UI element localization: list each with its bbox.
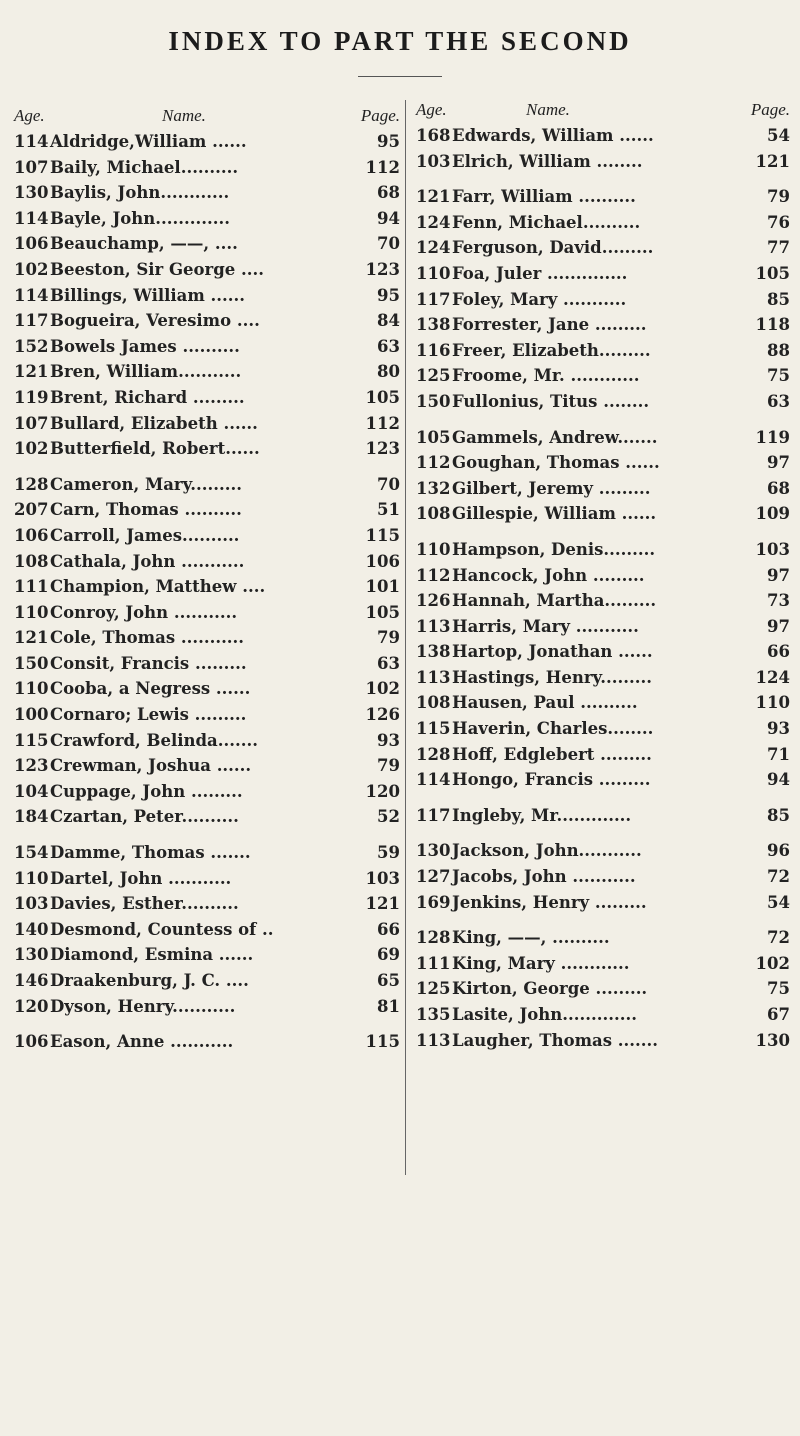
entry-page: 123 xyxy=(365,439,400,459)
entry-page: 94 xyxy=(377,208,400,228)
index-entry xyxy=(414,213,794,239)
index-entry xyxy=(12,997,404,1023)
entry-age: 106 xyxy=(14,525,49,545)
entry-name: Ingleby, Mr............. xyxy=(452,805,632,825)
index-entry xyxy=(12,311,404,337)
index-entry xyxy=(414,392,794,418)
entry-page: 79 xyxy=(377,628,400,648)
entry-age: 124 xyxy=(416,238,451,258)
index-entry xyxy=(12,362,404,388)
entry-name: Forrester, Jane ......... xyxy=(452,315,647,335)
entry-age: 110 xyxy=(416,539,451,559)
entry-age: 110 xyxy=(14,602,49,622)
entry-name: Damme, Thomas ....... xyxy=(50,843,251,863)
entry-page: 126 xyxy=(365,705,400,725)
entry-name: Harris, Mary ........... xyxy=(452,616,639,636)
entry-page: 52 xyxy=(377,807,400,827)
entry-page: 85 xyxy=(767,289,790,309)
entry-name: Diamond, Esmina ...... xyxy=(50,945,254,965)
entry-page: 97 xyxy=(767,453,790,473)
entry-name: Carn, Thomas .......... xyxy=(50,500,242,520)
entry-name: Hannah, Martha......... xyxy=(452,591,657,611)
entry-age: 117 xyxy=(14,311,49,331)
entry-age: 102 xyxy=(14,259,49,279)
entry-age: 128 xyxy=(416,744,451,764)
index-entry xyxy=(414,126,794,152)
entry-name: Jacobs, John ........... xyxy=(452,867,636,887)
entry-page: 79 xyxy=(767,187,790,207)
entry-page: 66 xyxy=(767,642,790,662)
index-entry xyxy=(12,132,404,158)
index-entry xyxy=(12,679,404,705)
entry-name: Aldridge,William ...... xyxy=(50,132,247,151)
entry-name: Cathala, John ........... xyxy=(50,551,245,571)
entry-name: Fenn, Michael.......... xyxy=(452,212,641,232)
entry-age: 113 xyxy=(416,1030,451,1050)
entry-age: 114 xyxy=(14,132,49,151)
entry-age: 152 xyxy=(14,336,49,356)
index-entry xyxy=(12,894,404,920)
entry-page: 80 xyxy=(377,362,400,382)
entry-page: 71 xyxy=(767,744,790,764)
index-rows-left xyxy=(12,132,404,1058)
entry-age: 103 xyxy=(416,151,451,171)
entry-name: Hampson, Denis......... xyxy=(452,539,656,559)
entry-name: Bogueira, Veresimo .... xyxy=(50,311,260,331)
entry-page: 68 xyxy=(767,478,790,498)
section-gap xyxy=(12,465,404,475)
entry-page: 105 xyxy=(755,263,790,283)
entry-page: 115 xyxy=(365,1032,400,1052)
entry-age: 121 xyxy=(416,187,451,207)
entry-name: Hartop, Jonathan ...... xyxy=(452,642,653,662)
entry-page: 79 xyxy=(377,756,400,776)
entry-age: 128 xyxy=(416,928,451,948)
entry-page: 112 xyxy=(365,157,400,177)
entry-name: Brent, Richard ......... xyxy=(50,387,245,407)
entry-name: Cornaro; Lewis ......... xyxy=(50,705,247,725)
entry-age: 169 xyxy=(416,892,451,912)
entry-name: Czartan, Peter.......... xyxy=(50,807,239,827)
index-entry xyxy=(414,238,794,264)
page-title: INDEX TO PART THE SECOND xyxy=(168,26,632,56)
entry-page: 112 xyxy=(365,413,400,433)
section-gap xyxy=(414,918,794,928)
entry-page: 103 xyxy=(365,868,400,888)
index-entry xyxy=(414,617,794,643)
entry-name: Draakenburg, J. C. .... xyxy=(50,971,249,990)
entry-age: 120 xyxy=(14,996,49,1016)
column-header xyxy=(12,106,404,132)
entry-name: Champion, Matthew .... xyxy=(50,577,266,597)
index-entry xyxy=(12,1032,404,1058)
entry-age: 132 xyxy=(416,478,451,498)
entry-age: 108 xyxy=(416,504,451,524)
entry-age: 140 xyxy=(14,919,49,939)
entry-page: 54 xyxy=(767,892,790,912)
entry-name: Hancock, John ......... xyxy=(452,565,645,585)
index-entry xyxy=(414,264,794,290)
section-gap xyxy=(414,796,794,806)
section-gap xyxy=(414,418,794,428)
index-entry xyxy=(12,234,404,260)
entry-name: Cuppage, John ......... xyxy=(50,781,243,801)
age-header: Age. xyxy=(416,100,447,119)
entry-age: 102 xyxy=(14,439,49,459)
index-entry xyxy=(414,893,794,919)
entry-page: 67 xyxy=(767,1005,790,1024)
entry-page: 51 xyxy=(377,500,400,520)
entry-age: 115 xyxy=(416,719,451,739)
entry-page: 93 xyxy=(377,730,400,750)
entry-page: 72 xyxy=(767,928,790,948)
name-header: Name. xyxy=(526,100,570,119)
entry-age: 105 xyxy=(416,427,451,447)
entry-name: Desmond, Countess of .. xyxy=(50,919,274,939)
entry-age: 110 xyxy=(416,263,451,283)
entry-name: King, Mary ............ xyxy=(452,953,630,973)
entry-age: 123 xyxy=(14,756,49,776)
entry-page: 68 xyxy=(377,183,400,203)
entry-page: 70 xyxy=(377,234,400,254)
entry-page: 109 xyxy=(755,504,790,524)
entry-age: 138 xyxy=(416,315,451,335)
entry-name: Goughan, Thomas ...... xyxy=(452,453,660,473)
index-entry xyxy=(12,843,404,869)
index-entry xyxy=(414,341,794,367)
index-entry xyxy=(414,152,794,178)
entry-name: Baylis, John............ xyxy=(50,183,230,203)
entry-page: 105 xyxy=(365,387,400,407)
index-entry xyxy=(414,693,794,719)
entry-age: 108 xyxy=(416,693,451,713)
entry-name: Dyson, Henry........... xyxy=(50,996,236,1016)
index-column-left xyxy=(12,106,404,1058)
entry-page: 115 xyxy=(365,525,400,545)
entry-page: 75 xyxy=(767,979,790,999)
entry-page: 77 xyxy=(767,238,790,258)
entry-age: 112 xyxy=(416,453,451,473)
entry-name: Hongo, Francis ......... xyxy=(452,770,651,790)
entry-page: 85 xyxy=(767,805,790,825)
entry-name: Froome, Mr. ............ xyxy=(452,366,640,386)
entry-page: 124 xyxy=(755,667,790,687)
entry-name: Foa, Juler .............. xyxy=(452,263,628,283)
entry-name: Gillespie, William ...... xyxy=(452,504,657,524)
entry-age: 125 xyxy=(416,979,451,999)
entry-page: 121 xyxy=(755,151,790,171)
index-entry xyxy=(414,979,794,1005)
entry-age: 106 xyxy=(14,234,49,254)
entry-age: 113 xyxy=(416,616,451,636)
index-entry xyxy=(12,209,404,235)
index-entry xyxy=(414,1031,794,1057)
entry-age: 184 xyxy=(14,807,49,827)
entry-page: 73 xyxy=(767,591,790,611)
index-entry xyxy=(414,770,794,796)
index-entry xyxy=(12,260,404,286)
entry-page: 123 xyxy=(365,259,400,279)
entry-age: 100 xyxy=(14,705,49,725)
index-entry xyxy=(12,158,404,184)
index-entry xyxy=(414,928,794,954)
entry-page: 65 xyxy=(377,971,400,990)
index-entry xyxy=(12,577,404,603)
index-entry xyxy=(12,603,404,629)
entry-age: 154 xyxy=(14,843,49,863)
entry-name: Eason, Anne ........... xyxy=(50,1032,234,1052)
entry-name: Crawford, Belinda....... xyxy=(50,730,258,750)
entry-page: 96 xyxy=(767,841,790,861)
index-entry xyxy=(414,290,794,316)
index-entry xyxy=(12,731,404,757)
entry-page: 54 xyxy=(767,126,790,145)
entry-name: Farr, William .......... xyxy=(452,187,636,207)
index-entry xyxy=(414,479,794,505)
entry-name: Bowels James .......... xyxy=(50,336,240,356)
entry-page: 63 xyxy=(377,653,400,673)
index-entry xyxy=(414,806,794,832)
index-entry xyxy=(414,642,794,668)
index-entry xyxy=(12,552,404,578)
entry-name: Ferguson, David......... xyxy=(452,238,654,258)
index-entry xyxy=(12,945,404,971)
entry-page: 118 xyxy=(755,315,790,335)
entry-name: Gammels, Andrew....... xyxy=(452,427,658,447)
entry-page: 95 xyxy=(377,132,400,151)
index-entry xyxy=(414,954,794,980)
age-header: Age. xyxy=(14,106,45,125)
entry-age: 125 xyxy=(416,366,451,386)
index-entry xyxy=(414,745,794,771)
entry-name: Hoff, Edglebert ......... xyxy=(452,744,652,764)
entry-name: Foley, Mary ........... xyxy=(452,289,627,309)
index-column-right xyxy=(405,100,794,1175)
index-entry xyxy=(414,366,794,392)
index-entry xyxy=(12,971,404,997)
entry-name: Baily, Michael.......... xyxy=(50,157,239,177)
index-entry xyxy=(12,183,404,209)
entry-age: 130 xyxy=(14,945,49,965)
entry-name: Carroll, James.......... xyxy=(50,525,240,545)
name-header: Name. xyxy=(162,106,206,125)
entry-name: Jenkins, Henry ......... xyxy=(452,892,647,912)
entry-name: Hastings, Henry......... xyxy=(452,667,652,687)
index-entry xyxy=(414,540,794,566)
entry-age: 121 xyxy=(14,628,49,648)
index-entry xyxy=(414,668,794,694)
entry-age: 107 xyxy=(14,413,49,433)
entry-age: 110 xyxy=(14,868,49,888)
entry-age: 138 xyxy=(416,642,451,662)
entry-age: 103 xyxy=(14,894,49,914)
index-entry xyxy=(12,869,404,895)
entry-page: 106 xyxy=(365,551,400,571)
entry-name: Cameron, Mary......... xyxy=(50,474,243,494)
entry-age: 117 xyxy=(416,289,451,309)
entry-name: Lasite, John............. xyxy=(452,1005,637,1024)
index-rows-right xyxy=(414,126,794,1056)
entry-name: Elrich, William ........ xyxy=(452,151,643,171)
entry-age: 207 xyxy=(14,500,49,520)
entry-age: 168 xyxy=(416,126,451,145)
entry-age: 113 xyxy=(416,667,451,687)
entry-age: 114 xyxy=(416,770,451,790)
entry-page: 110 xyxy=(755,693,790,713)
index-entry xyxy=(12,705,404,731)
entry-name: Kirton, George ......... xyxy=(452,979,648,999)
entry-page: 120 xyxy=(365,781,400,801)
title-rule xyxy=(358,76,442,77)
entry-name: Conroy, John ........... xyxy=(50,602,238,622)
index-entry xyxy=(414,315,794,341)
entry-page: 130 xyxy=(755,1030,790,1050)
entry-name: Beeston, Sir George .... xyxy=(50,259,265,279)
entry-name: Hausen, Paul .......... xyxy=(452,693,638,713)
entry-age: 130 xyxy=(416,841,451,861)
entry-page: 84 xyxy=(377,311,400,331)
index-entry xyxy=(414,428,794,454)
entry-name: Crewman, Joshua ...... xyxy=(50,756,252,776)
entry-age: 110 xyxy=(14,679,49,699)
entry-age: 127 xyxy=(416,867,451,887)
entry-age: 108 xyxy=(14,551,49,571)
index-entry xyxy=(12,500,404,526)
entry-age: 146 xyxy=(14,971,49,990)
entry-age: 107 xyxy=(14,157,49,177)
index-entry xyxy=(414,453,794,479)
section-gap xyxy=(414,177,794,187)
entry-name: Dartel, John ........... xyxy=(50,868,232,888)
entry-page: 63 xyxy=(767,391,790,411)
index-entry xyxy=(414,841,794,867)
section-gap xyxy=(12,1022,404,1032)
entry-page: 103 xyxy=(755,539,790,559)
entry-name: Gilbert, Jeremy ......... xyxy=(452,478,651,498)
entry-page: 93 xyxy=(767,719,790,739)
entry-age: 114 xyxy=(14,285,49,305)
entry-page: 121 xyxy=(365,894,400,914)
entry-page: 102 xyxy=(365,679,400,699)
index-entry xyxy=(12,782,404,808)
entry-age: 106 xyxy=(14,1032,49,1052)
entry-page: 97 xyxy=(767,565,790,585)
entry-name: Bayle, John............. xyxy=(50,208,230,228)
page-header: Page. xyxy=(360,106,400,125)
entry-age: 150 xyxy=(416,391,451,411)
entry-age: 150 xyxy=(14,653,49,673)
entry-page: 75 xyxy=(767,366,790,386)
entry-age: 128 xyxy=(14,474,49,494)
entry-name: King, ——, .......... xyxy=(452,928,610,948)
entry-name: Laugher, Thomas ....... xyxy=(452,1030,658,1050)
entry-name: Haverin, Charles........ xyxy=(452,719,654,739)
page-header: Page. xyxy=(750,100,790,119)
entry-page: 72 xyxy=(767,867,790,887)
index-entry xyxy=(414,566,794,592)
entry-age: 126 xyxy=(416,591,451,611)
entry-name: Edwards, William ...... xyxy=(452,126,654,145)
entry-age: 130 xyxy=(14,183,49,203)
entry-name: Billings, William ...... xyxy=(50,285,246,305)
entry-name: Bren, William........... xyxy=(50,362,242,382)
column-header xyxy=(414,100,794,126)
entry-name: Butterfield, Robert...... xyxy=(50,439,260,459)
entry-name: Jackson, John........... xyxy=(452,841,642,861)
entry-name: Cooba, a Negress ...... xyxy=(50,679,251,699)
index-entry xyxy=(12,920,404,946)
entry-age: 124 xyxy=(416,212,451,232)
entry-page: 95 xyxy=(377,285,400,305)
entry-name: Davies, Esther.......... xyxy=(50,894,239,914)
index-entry xyxy=(12,628,404,654)
entry-age: 111 xyxy=(416,953,451,973)
entry-age: 111 xyxy=(14,577,49,597)
section-gap xyxy=(414,530,794,540)
entry-page: 59 xyxy=(377,843,400,863)
entry-age: 121 xyxy=(14,362,49,382)
section-gap xyxy=(414,831,794,841)
entry-age: 119 xyxy=(14,387,49,407)
index-entry xyxy=(414,867,794,893)
index-entry xyxy=(414,719,794,745)
entry-page: 81 xyxy=(377,996,400,1016)
entry-page: 102 xyxy=(755,953,790,973)
index-entry xyxy=(414,1005,794,1031)
index-entry xyxy=(12,337,404,363)
entry-age: 114 xyxy=(14,208,49,228)
entry-page: 76 xyxy=(767,212,790,232)
section-gap xyxy=(12,833,404,843)
entry-age: 135 xyxy=(416,1005,451,1024)
entry-name: Fullonius, Titus ........ xyxy=(452,391,650,411)
index-entry xyxy=(12,654,404,680)
index-entry xyxy=(12,414,404,440)
index-entry xyxy=(12,388,404,414)
index-entry xyxy=(414,187,794,213)
entry-page: 97 xyxy=(767,616,790,636)
entry-page: 69 xyxy=(377,945,400,965)
entry-page: 88 xyxy=(767,340,790,360)
index-entry xyxy=(12,526,404,552)
entry-age: 116 xyxy=(416,340,451,360)
entry-name: Bullard, Elizabeth ...... xyxy=(50,413,258,433)
entry-age: 117 xyxy=(416,805,451,825)
index-entry xyxy=(12,807,404,833)
entry-page: 63 xyxy=(377,336,400,356)
index-entry xyxy=(12,756,404,782)
entry-age: 104 xyxy=(14,781,49,801)
entry-page: 119 xyxy=(755,427,790,447)
entry-name: Freer, Elizabeth......... xyxy=(452,340,651,360)
entry-name: Beauchamp, ——, .... xyxy=(50,234,238,254)
entry-page: 70 xyxy=(377,474,400,494)
entry-name: Consit, Francis ......... xyxy=(50,653,247,673)
entry-page: 101 xyxy=(365,577,400,597)
entry-page: 105 xyxy=(365,602,400,622)
index-entry xyxy=(414,591,794,617)
entry-age: 115 xyxy=(14,730,49,750)
index-entry xyxy=(12,439,404,465)
index-entry xyxy=(12,286,404,312)
index-entry xyxy=(414,504,794,530)
entry-name: Cole, Thomas ........... xyxy=(50,628,245,648)
index-entry xyxy=(12,475,404,501)
entry-age: 112 xyxy=(416,565,451,585)
entry-page: 66 xyxy=(377,919,400,939)
entry-page: 94 xyxy=(767,770,790,790)
